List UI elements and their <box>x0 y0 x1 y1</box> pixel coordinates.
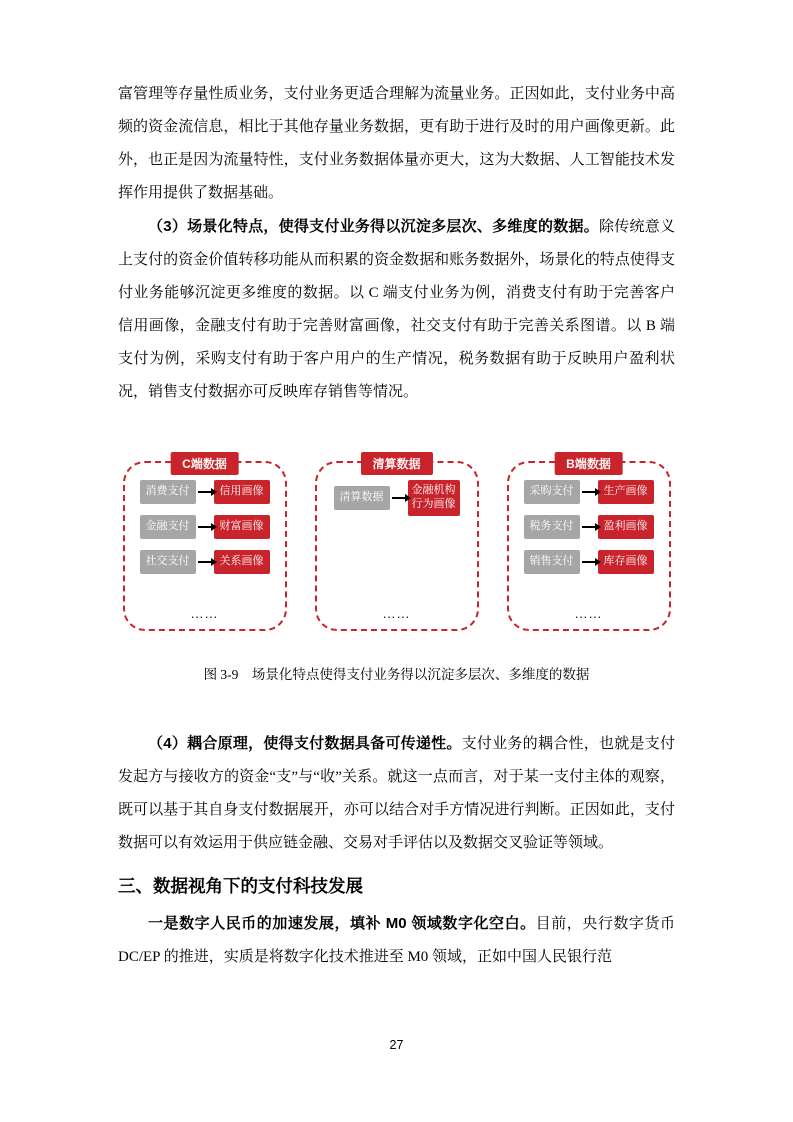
target-box: 库存画像 <box>598 550 654 574</box>
body-text: 富管理等存量性质业务，支付业务更适合理解为流量业务。正因如此，支付业务中高频的资金流信息，相比于其他存量业务数据，更有助于进行及时的用户画像更新。此外，也正是因为流量特性，支付业务数据体量亦更大，这为大数据、人工智能技术发挥作用提供了数据基础。 <box>118 86 675 201</box>
group-title-badge: C端数据 <box>170 452 239 475</box>
figure-3-9 <box>118 457 675 683</box>
diagram-row <box>125 515 285 539</box>
page-number: 27 <box>389 1038 404 1052</box>
paragraph-point-4 <box>118 727 675 860</box>
group-title-badge: B端数据 <box>554 452 623 475</box>
ellipsis-text: …… <box>190 606 219 621</box>
diagram-row <box>509 480 669 504</box>
arrow-right-icon <box>198 561 211 563</box>
diagram-row <box>317 480 477 516</box>
diagram-group-b-side-data <box>507 457 671 631</box>
arrow-right-icon <box>198 526 211 528</box>
ellipsis-text: …… <box>382 606 411 621</box>
diagram-group-clearing-data <box>315 457 479 631</box>
source-box: 消费支付 <box>140 480 196 504</box>
arrow-right-icon <box>392 497 405 499</box>
diagram-group-c-side-data <box>123 457 287 631</box>
arrow-right-icon <box>198 491 211 493</box>
diagram-row <box>125 550 285 574</box>
paragraph-digital-rmb <box>118 907 675 974</box>
diagram-row <box>509 550 669 574</box>
source-box: 金融支付 <box>140 515 196 539</box>
body-text: 支付业务的耦合性，也就是支付发起方与接收方的资金“支”与“收”关系。就这一点而言，对于某一支付主体的观察，既可以基于其自身支付数据展开，亦可以结合对手方情况进行判断。正因如此，支付数据可以有效运用于供应链金融、交易对手评估以及数据交叉验证等领域。 <box>118 736 675 851</box>
source-box: 采购支付 <box>524 480 580 504</box>
target-box: 盈利画像 <box>598 515 654 539</box>
group-title-badge: 清算数据 <box>360 452 432 475</box>
payment-data-diagram <box>118 457 675 631</box>
diagram-row <box>125 480 285 504</box>
bold-lead-text: 一是数字人民币的加速发展，填补 M0 领域数字化空白。 <box>148 915 536 932</box>
section-heading: 三、数据视角下的支付科技发展 <box>118 876 363 896</box>
arrow-right-icon <box>582 526 595 528</box>
diagram-row <box>509 515 669 539</box>
arrow-right-icon <box>582 561 595 563</box>
source-box: 清算数据 <box>334 486 390 510</box>
ellipsis-text: …… <box>574 606 603 621</box>
target-box: 关系画像 <box>214 550 270 574</box>
body-text: 除传统意义上支付的资金价值转移功能从而积累的资金数据和账务数据外，场景化的特点使得支付业务能够沉淀更多维度的数据。以 C 端支付业务为例，消费支付有助于完善客户信用画像，金融支付有助于完善财富画像，社交支付有助于完善关系图谱。以 B 端支付为例，采购支付有助于客户用户的生产情况，税务数据有助于反映用户盈利状况，销售支付数据亦可反映库存销售等情况。 <box>118 219 675 400</box>
target-box: 财富画像 <box>214 515 270 539</box>
target-box: 信用画像 <box>214 480 270 504</box>
bold-lead-text: （3）场景化特点，使得支付业务得以沉淀多层次、多维度的数据。 <box>148 218 599 235</box>
arrow-right-icon <box>582 491 595 493</box>
source-box: 税务支付 <box>524 515 580 539</box>
paragraph-continuation <box>118 78 675 210</box>
target-box: 金融机构行为画像 <box>408 480 460 516</box>
target-box: 生产画像 <box>598 480 654 504</box>
figure-caption: 图 3-9 场景化特点使得支付业务得以沉淀多层次、多维度的数据 <box>203 667 590 682</box>
bold-lead-text: （4）耦合原理，使得支付数据具备可传递性。 <box>148 735 462 752</box>
paragraph-point-3 <box>118 210 675 409</box>
body-text: 目前，央行数字货币 DC/EP 的推进，实质是将数字化技术推进至 M0 领域，正如中国人民银行范 <box>118 916 675 965</box>
source-box: 社交支付 <box>140 550 196 574</box>
source-box: 销售支付 <box>524 550 580 574</box>
